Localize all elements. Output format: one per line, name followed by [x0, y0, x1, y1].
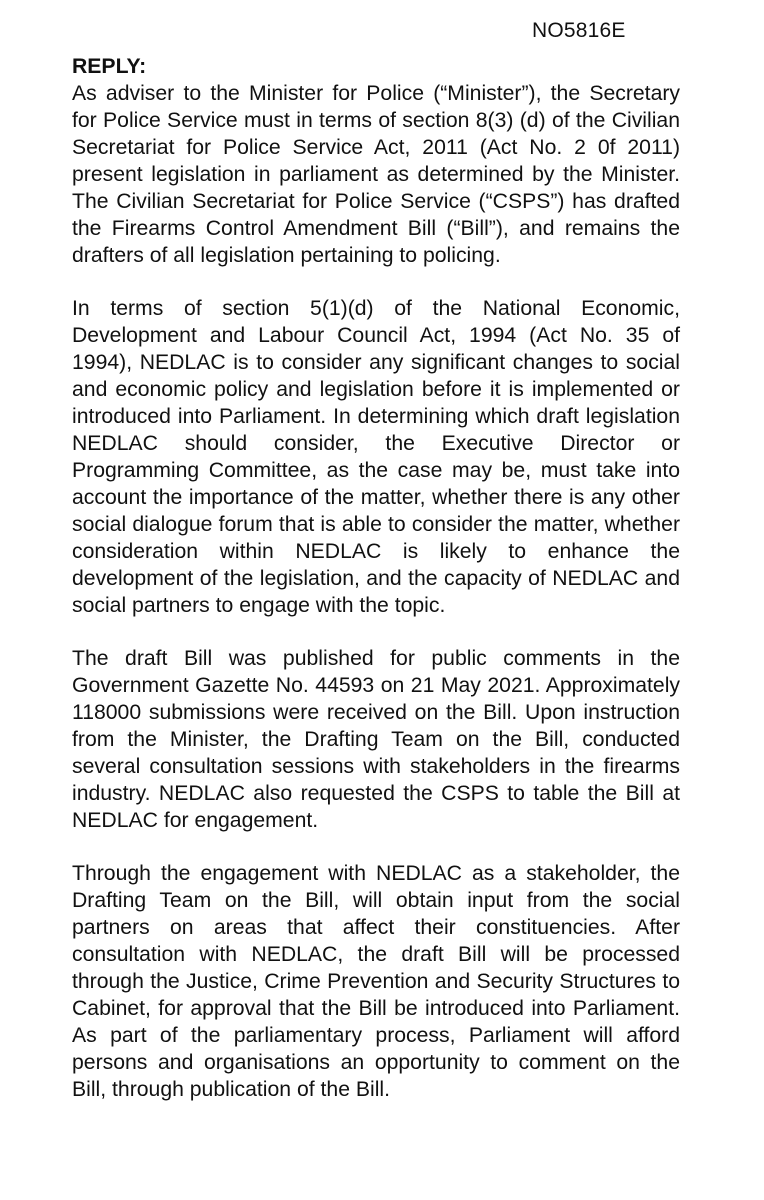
paragraph-1: As adviser to the Minister for Police (“Minister”), the Secretary for Police Service must in terms of section 8(3) (d) of the Civilian Secretariat for Police Service Act, 2011 (Act No. 2 0f 2011) present legislation in parliament as determined by the Minister. The Civilian Secretariat for Police Service (“CSPS”) has drafted the Firearms Control Amendment Bill (“Bill”), and remains the drafters of all legislation pertaining to policing.: [72, 82, 680, 267]
paragraph-3: The draft Bill was published for public comments in the Government Gazette No. 44593 on 21 May 2021. Approximately 118000 submissions were received on the Bill. Upon instruction from the Minister, the Drafting Team on the Bill, conducted several consultation sessions with stakeholders in the firearms industry. NEDLAC also requested the CSPS to table the Bill at NEDLAC for engagement.: [72, 647, 680, 832]
reply-heading: REPLY:: [72, 55, 147, 78]
paragraph-2: In terms of section 5(1)(d) of the National Economic, Development and Labour Council Act, 1994 (Act No. 35 of 1994), NEDLAC is to consider any significant changes to social and economic policy and legislation before it is implemented or introduced into Parliament. In determining which draft legislation NEDLAC should consider, the Executive Director or Programming Committee, as the case may be, must take into account the importance of the matter, whether there is any other social dialogue forum that is able to consider the matter, whether consideration within NEDLAC is likely to enhance the development of the legislation, and the capacity of NEDLAC and social partners to engage with the topic.: [72, 297, 680, 617]
reply-body: [72, 53, 680, 1103]
paragraph-4: Through the engagement with NEDLAC as a stakeholder, the Drafting Team on the Bill, will obtain input from the social partners on areas that affect their constituencies. After consultation with NEDLAC, the draft Bill will be processed through the Justice, Crime Prevention and Security Structures to Cabinet, for approval that the Bill be introduced into Parliament. As part of the parliamentary process, Parliament will afford persons and organisations an opportunity to comment on the Bill, through publication of the Bill.: [72, 862, 680, 1101]
reference-number: NO5816E: [532, 19, 626, 42]
